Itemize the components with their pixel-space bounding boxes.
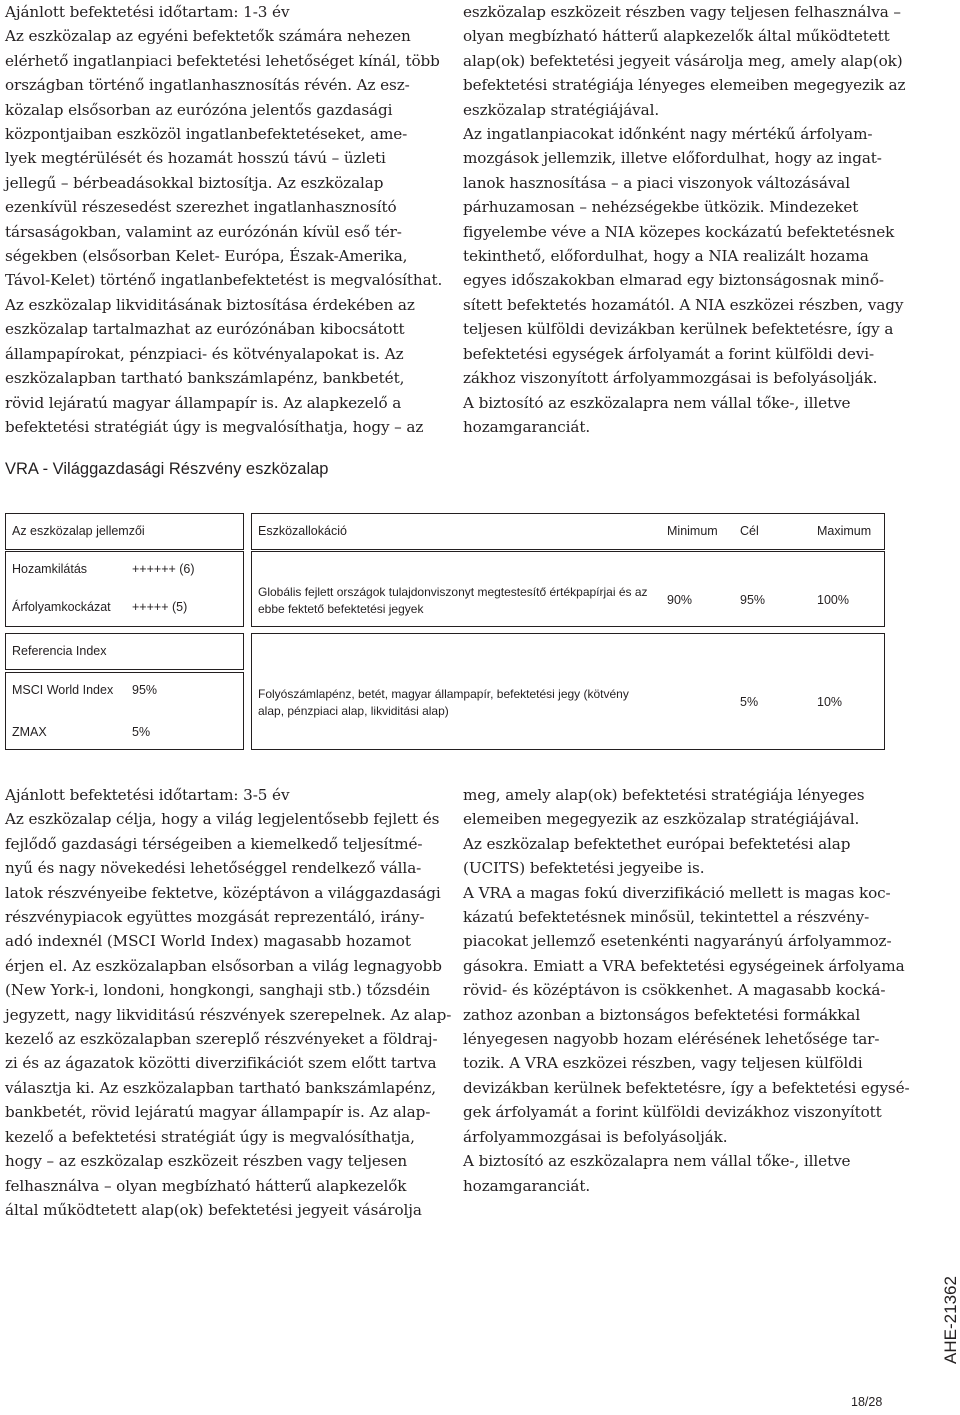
return-risk-box bbox=[5, 551, 244, 627]
text-line: (New York-i, londoni, hongkongi, sanghaji stb.) tőzsdéin bbox=[5, 981, 431, 1000]
text-line: zi és az ágazatok közötti diverzifikációt szem előtt tartva bbox=[5, 1054, 437, 1073]
allocation-row-2 bbox=[251, 633, 885, 750]
allocation-2-description: Folyószámlapénz, betét, magyar állampapír, befektetési jegy (kötvény alap, pénzpiaci alap, likviditási alap) bbox=[258, 687, 629, 718]
reference-index-header: Referencia Index bbox=[12, 644, 107, 658]
text-line: választja ki. Az eszközalapban tartható bankszámlapénz, bbox=[5, 1078, 436, 1097]
text-line: A VRA a magas fokú diverzifikáció mellett is magas koc- bbox=[463, 883, 891, 902]
text-line: hogy – az eszközalap eszközeit részben vagy teljesen bbox=[5, 1152, 408, 1171]
top-left-text-column bbox=[5, 0, 445, 439]
text-line: Az eszközalap likviditásának biztosítása érdekében az bbox=[5, 295, 415, 314]
text-line: devizákban kerülnek befektetésre, így a befektetési egysé- bbox=[463, 1078, 910, 1097]
text-line: olyan megbízható hátterű alapkezelők által működtetett bbox=[463, 27, 890, 46]
index-2-name: ZMAX bbox=[12, 725, 47, 739]
text-line: mozgások jellemzik, illetve előfordulhat, hogy az ingat- bbox=[463, 149, 882, 168]
text-line: rövid- és középtávon is csökkenhet. A magasabb kocká- bbox=[463, 981, 886, 1000]
reference-index-values-box bbox=[5, 672, 244, 750]
text-line: gásokra. Emiatt a VRA befektetési egységeinek árfolyama bbox=[463, 956, 905, 975]
allocation-2-target: 5% bbox=[740, 695, 759, 709]
text-line: A biztosító az eszközalapra nem vállal tőke-, illetve bbox=[463, 1152, 851, 1171]
text-line: kezelő a befektetési stratégiát úgy is megvalósíthatja, bbox=[5, 1127, 415, 1146]
text-line: Ajánlott befektetési időtartam: 3-5 év bbox=[5, 786, 290, 804]
text-line: részvénypiacok együttes mozgását reprezentáló, irány- bbox=[5, 908, 425, 927]
text-line: elemeiben megegyezik az eszközalap stratégiájával. bbox=[463, 810, 860, 829]
allocation-1-maximum: 100% bbox=[817, 593, 849, 607]
bottom-left-text-column bbox=[5, 783, 452, 1222]
text-line: lanok hasznosítása – a piaci viszonyok változásával bbox=[463, 173, 850, 192]
minimum-header: Minimum bbox=[667, 524, 718, 538]
text-line: kezelő az eszközalapban szereplő részvényeket a földraj- bbox=[5, 1030, 438, 1049]
text-line: piacokat jellemző esetenkénti nagyarányú árfolyammoz- bbox=[463, 932, 892, 951]
text-line: érjen el. Az eszközalapban elsősorban a világ legnagyobb bbox=[5, 956, 442, 975]
text-line: teljesen külföldi devizákban kerülnek befektetésre, így a bbox=[463, 320, 894, 339]
risk-value: +++++ (5) bbox=[132, 600, 188, 614]
text-line: közalap elsősorban az eurózóna jelentős gazdasági bbox=[5, 100, 393, 119]
text-line: befektetési stratégiája lényeges elemeiben megegyezik az bbox=[463, 76, 906, 95]
text-line: párhuzamosan – nehézségekbe ütközik. Mindezeket bbox=[463, 198, 859, 217]
target-header: Cél bbox=[740, 524, 759, 538]
text-line: ségekben (elsősorban Kelet- Európa, Észak-Amerika, bbox=[5, 247, 408, 266]
page-number: 18/28 bbox=[851, 1395, 883, 1409]
characteristics-header-box bbox=[5, 513, 244, 550]
maximum-header: Maximum bbox=[817, 524, 872, 538]
text-line: árfolyammozgásai is befolyásolják. bbox=[463, 1127, 728, 1146]
text-line: A biztosító az eszközalapra nem vállal tőke-, illetve bbox=[463, 393, 851, 412]
text-line: eszközalapban tartható bankszámlapénz, bankbetét, bbox=[5, 369, 405, 388]
text-line: tekinthető, előfordulhat, hogy a NIA realizált hozama bbox=[463, 247, 869, 266]
allocation-2-maximum: 10% bbox=[817, 695, 843, 709]
text-line: rövid lejáratú magyar állampapír is. Az alapkezelő a bbox=[5, 393, 402, 412]
text-line: Az eszközalap célja, hogy a világ legjelentősebb fejlett és bbox=[5, 810, 440, 829]
characteristics-header: Az eszközalap jellemzői bbox=[12, 524, 145, 538]
text-line: Az eszközalap az egyéni befektetők számára nehezen bbox=[5, 27, 411, 46]
text-line: hozamgaranciát. bbox=[463, 1176, 591, 1195]
allocation-1-minimum: 90% bbox=[667, 593, 693, 607]
text-line: jegyzett, nagy likviditású részvények szerepelnek. Az alap- bbox=[5, 1005, 452, 1024]
text-line: állampapírokat, pénzpiaci- és kötvényalapokat is. Az bbox=[5, 344, 404, 363]
text-line: bankbetét, rövid lejáratú magyar állampapír is. Az alap- bbox=[5, 1103, 431, 1122]
text-line: adó indexnél (MSCI World Index) magasabb hozamot bbox=[5, 932, 411, 951]
text-line: eszközalap eszközeit részben vagy teljesen felhasználva – bbox=[463, 3, 901, 21]
text-line: országban történő ingatlanhasznosítás révén. Az esz- bbox=[5, 76, 410, 95]
text-line: Az ingatlanpiacokat időnként nagy mértékű árfolyam- bbox=[463, 125, 873, 144]
text-line: gek árfolyamát a forint külföldi devizákhoz viszonyított bbox=[463, 1103, 882, 1122]
index-2-value: 5% bbox=[132, 725, 151, 739]
text-line: jellegű – bérbeadásokkal biztosítja. Az eszközalap bbox=[5, 173, 384, 192]
text-line: fejlődő gazdasági térségeiben a kiemelkedő teljesítmé- bbox=[5, 834, 423, 853]
return-label: Hozamkilátás bbox=[12, 562, 88, 576]
text-line: lényegesen nagyobb hozam elérésének lehetősége tar- bbox=[463, 1030, 880, 1049]
return-value: ++++++ (6) bbox=[132, 562, 195, 576]
text-line: ezenkívül részesedést szerezhet ingatlanhasznosító bbox=[5, 198, 397, 217]
text-line: Az eszközalap befektethet európai befektetési alap bbox=[463, 834, 851, 853]
text-line: meg, amely alap(ok) befektetési stratégiája lényeges bbox=[463, 786, 865, 804]
text-line: figyelembe véve a NIA közepes kockázatú befektetésnek bbox=[463, 222, 895, 241]
text-line: tozik. A VRA eszközei részben, vagy teljesen külföldi bbox=[463, 1054, 863, 1073]
text-line: latok részvényeibe fektetve, középtávon a világgazdasági bbox=[5, 883, 441, 902]
text-line: felhasználva – olyan megbízható hátterű alapkezelők bbox=[5, 1176, 407, 1195]
text-line: zathoz azonban a biztonságos befektetési formákkal bbox=[463, 1005, 861, 1024]
text-line: társaságokban, valamint az eurózónán kívül eső tér- bbox=[5, 222, 402, 241]
text-line: sített befektetés hozamától. A NIA eszközei részben, vagy bbox=[463, 295, 904, 314]
text-line: lyek megtérülését és hozamát hosszú távú – üzleti bbox=[5, 149, 386, 168]
allocation-1-description: Globális fejlett országok tulajdonviszonyt megtestesítő értékpapírjai és az ebbe fektető befektetési jegyek bbox=[258, 585, 648, 616]
allocation-1-target: 95% bbox=[740, 593, 766, 607]
index-1-value: 95% bbox=[132, 683, 158, 697]
text-line: befektetési egységek árfolyamát a forint külföldi devi- bbox=[463, 344, 875, 363]
allocation-header-box bbox=[251, 513, 885, 550]
section-heading: VRA - Világgazdasági Részvény eszközalap bbox=[5, 460, 329, 478]
text-line: hozamgaranciát. bbox=[463, 417, 591, 436]
reference-index-header-box bbox=[5, 633, 244, 670]
text-line: eszközalap tartalmazhat az eurózónában kibocsátott bbox=[5, 320, 405, 339]
text-line: eszközalap stratégiájával. bbox=[463, 100, 660, 119]
text-line: Távol-Kelet) történő ingatlanbefektetést is megvalósíthat. bbox=[5, 271, 443, 290]
bottom-right-text-column bbox=[463, 783, 910, 1198]
text-line: befektetési stratégiát úgy is megvalósíthatja, hogy – az bbox=[5, 417, 424, 436]
top-right-text-column bbox=[463, 0, 906, 439]
text-line: nyű és nagy növekedési lehetőséggel rendelkező válla- bbox=[5, 859, 422, 878]
document-id: AHE-21362 bbox=[941, 1276, 960, 1364]
text-line: egyes időszakokban elmarad egy biztonságosnak minő- bbox=[463, 271, 884, 290]
index-1-name: MSCI World Index bbox=[12, 683, 114, 697]
text-line: Ajánlott befektetési időtartam: 1-3 év bbox=[5, 3, 290, 21]
text-line: (UCITS) befektetési jegyeibe is. bbox=[463, 859, 705, 878]
text-line: zákhoz viszonyított árfolyammozgásai is befolyásolják. bbox=[463, 369, 878, 388]
text-line: kázatú befektetésnek minősül, tekintettel a részvény- bbox=[463, 908, 870, 927]
text-line: elérhető ingatlanpiaci befektetési lehetőséget kínál, több bbox=[5, 51, 440, 70]
risk-label: Árfolyamkockázat bbox=[12, 600, 111, 614]
text-line: alap(ok) befektetési jegyeit vásárolja meg, amely alap(ok) bbox=[463, 51, 903, 70]
text-line: által működtetett alap(ok) befektetési jegyeit vásárolja bbox=[5, 1200, 422, 1219]
allocation-row-1 bbox=[251, 551, 885, 627]
text-line: központjaiban eszközöl ingatlanbefektetéseket, ame- bbox=[5, 125, 408, 144]
allocation-header: Eszközallokáció bbox=[258, 524, 347, 538]
